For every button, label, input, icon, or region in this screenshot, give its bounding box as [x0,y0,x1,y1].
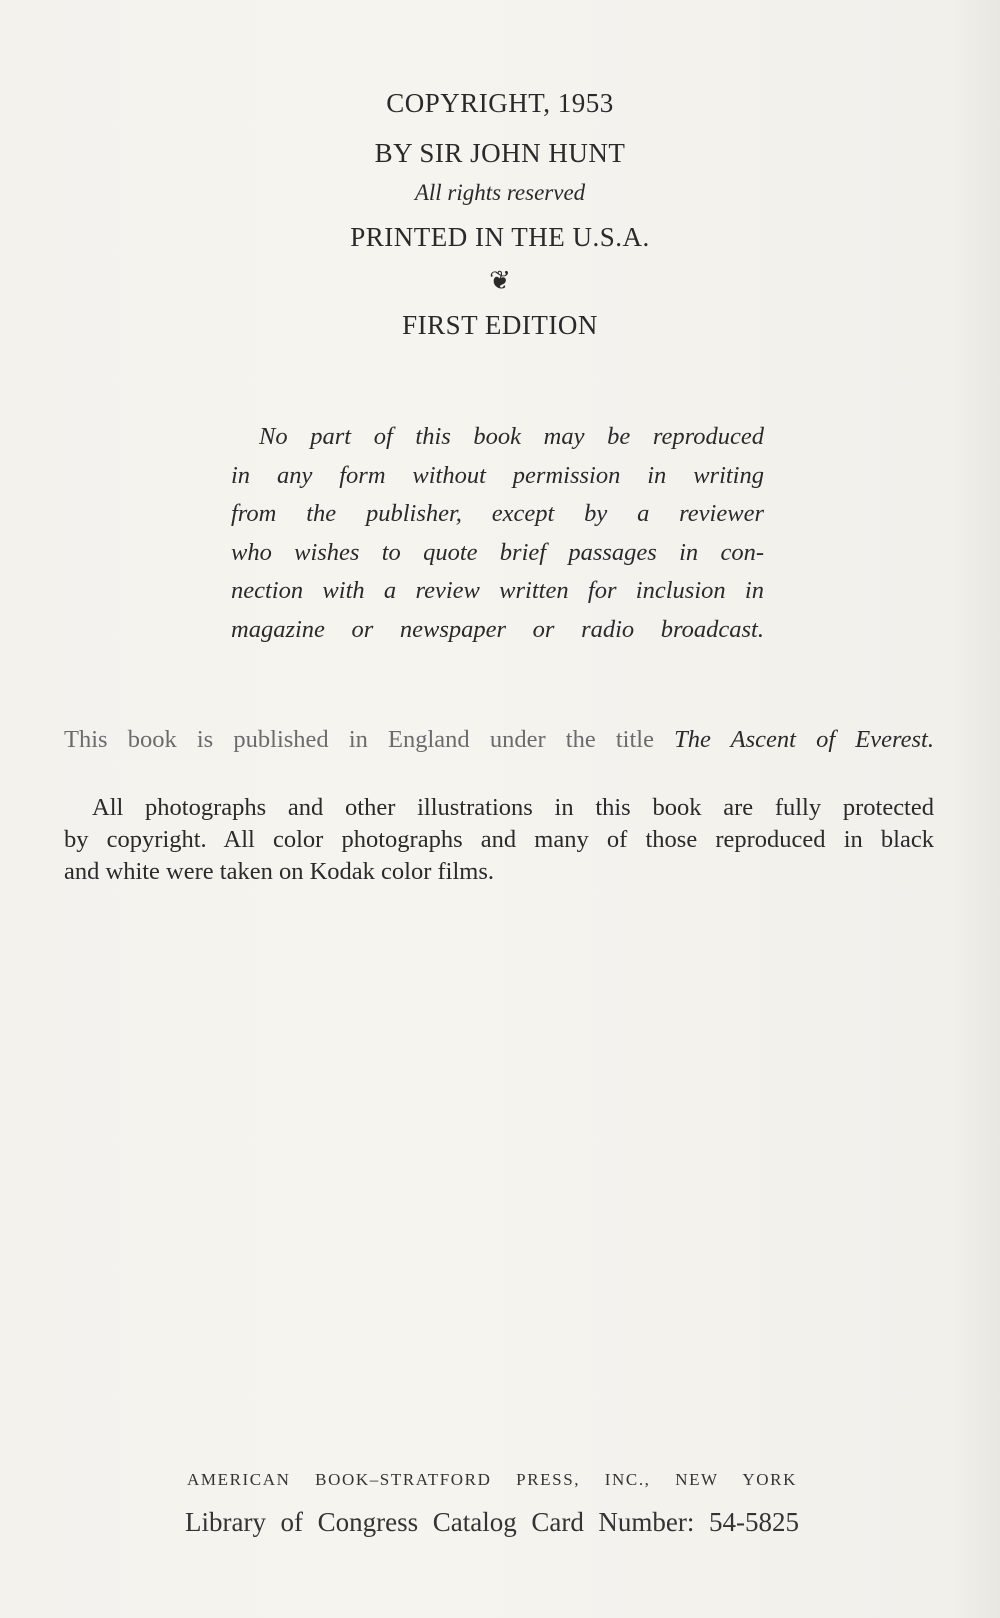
notice-line: who wishes to quote brief passages in con- [231,538,764,566]
publisher-imprint: AMERICAN BOOK–STRATFORD PRESS, INC., NEW YORK [187,1470,797,1489]
author-line: BY SIR JOHN HUNT [374,138,626,168]
publication-note-line [64,726,934,754]
notice-line: in any form without permission in writing [231,461,764,489]
reproduction-notice [231,418,764,649]
catalog-number: Library of Congress Catalog Card Number: 54-5825 [185,1507,799,1537]
edition-line: FIRST EDITION [402,310,598,340]
copyright-line: COPYRIGHT, 1953 [386,88,614,118]
photo-note-line: All photographs and other illustrations in this book are fully protected [92,794,934,821]
printed-line: PRINTED IN THE U.S.A. [350,222,650,252]
ornament-icon: ❦ [489,266,511,295]
photo-note-line: and white were taken on Kodak color films. [64,858,494,885]
photo-note-line: by copyright. All color photographs and many of those reproduced in black [64,826,934,853]
notice-line: No part of this book may be reproduced [259,423,764,450]
publication-note [64,726,934,754]
notice-line: from the publisher, except by a reviewer [231,500,764,527]
notice-line: nection with a review written for inclusion in [231,577,764,604]
notice-line: magazine or newspaper or radio broadcast. [231,615,764,643]
photo-note [64,792,934,888]
english-title: The Ascent of Everest. [674,726,934,753]
rights-line: All rights reserved [414,180,586,205]
publication-note-text: This book is published in England under the title [64,726,675,753]
